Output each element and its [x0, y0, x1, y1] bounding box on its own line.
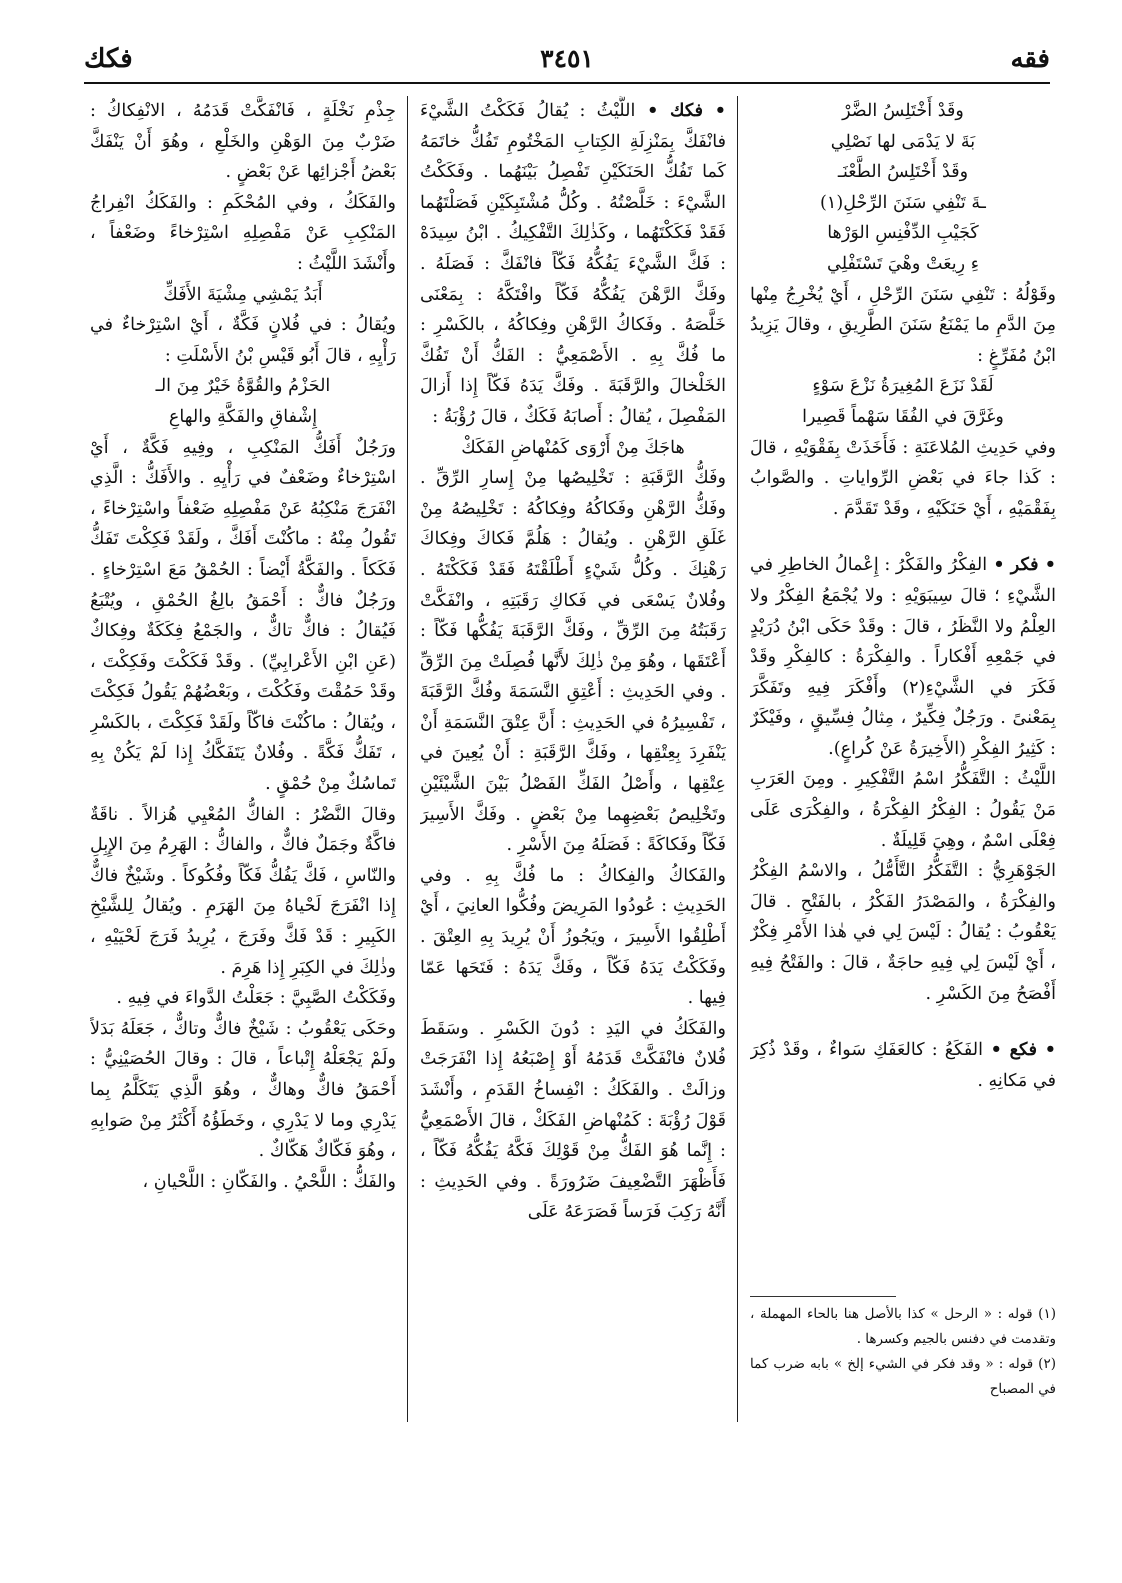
entry-gap [750, 1009, 1056, 1035]
verse-line [420, 433, 726, 464]
entry-headword: • فكك • [635, 100, 726, 121]
header-root-word: فقه [1010, 44, 1050, 74]
paragraph-text: اللَّيْثُ : يُقالُ فَكَكْتُ الشَّيْءَ فانْفَكَّ بِمَنْزِلَةِ الكِتابِ المَخْتُومِ تَفُكُّ خاتَمَهُ كَما تَفُكُّ الحَنَكَيْنِ تَفْصِلُ بَيْنَهُما . وفَكَكْتُ الشَّيْءَ : خَلَّصْتُهُ . وكُلُّ مُشْتَبِكَيْنِ فَصَلْتَهُما فَقَدْ فَكَكْتَهُما ، وكَذٰلِكَ التَّفْكِيكُ . ابْنُ سِيدَهْ : فَكَّ الشَّيْءَ يَفُكُّهُ فَكّاً فانْفَكَّ : فَصَلَهُ . وفَكَّ الرَّهْنَ يَفُكُّهُ فَكّاً وافْتَكَّهُ : بِمَعْنَى خَلَّصَهُ . وفَكاكُ الرَّهْنِ وفِكاكُهُ ، بالكَسْرِ : ما فُكَّ بِهِ . الأَصْمَعِيُّ : الفَكُّ أَنْ تَفُكَّ الخَلْخالَ والرَّقَبَةَ . وفَكَّ يَدَهُ فَكّاً إِذا أَزالَ المَفْصِلَ ، يُقالُ : أَصابَهُ فَكَكٌ ، قالَ رُؤْبَةُ : [420, 101, 726, 427]
paragraph-text: وفَكَكْتُ الصَّبِيَّ : جَعَلْتُ الدَّواءَ في فِيهِ . [116, 988, 396, 1009]
verse-line [750, 218, 1056, 249]
header-rule [84, 82, 1050, 84]
paragraph-text: وفَكُّ الرَّقَبَةِ : تَخْلِيصُها مِنْ إِسارِ الرِّقِّ . وفَكُّ الرَّهْنِ وفَكاكُهُ وفِكاكُهُ : تَخْلِيصُهُ مِنْ غَلَقِ الرَّهْنِ . ويُقالُ : هَلُمَّ فَكاكَ وفِكاكَ رَهْنِكَ . وكُلُّ شَيْءٍ أَطْلَقْتَهُ فَقَدْ فَكَكْتَهُ . وفُلانٌ يَسْعَى في فَكاكِ رَقَبَتِهِ ، وانْفَكَّتْ رَقَبَتُهُ مِنَ الرِّقِّ ، وفَكَّ الرَّقَبَةَ يَفُكُّها فَكّاً : أَعْتَقَها ، وهُوَ مِنْ ذٰلِكَ لأَنَّها فُصِلَتْ مِنَ الرِّقِّ . وفي الحَدِيثِ : أَعْتِقِ النَّسَمَةَ وفُكَّ الرَّقَبَةَ ، تَفْسِيرُهُ في الحَدِيثِ : أَنَّ عِتْقَ النَّسَمَةِ أَنْ يَنْفَرِدَ بِعِتْقِها ، وفَكَّ الرَّقَبَةِ : أَنْ يُعِينَ في عِتْقِها ، وأَصْلُ الفَكِّ الفَصْلُ بَيْنَ الشَّيْئَيْنِ وتَخْلِيصُ بَعْضِهِما مِنْ بَعْضٍ . وفَكَّ الأَسِيرَ فَكّاً وفَكاكَةً : فَصَلَهُ مِنَ الأَسْرِ . [420, 468, 726, 856]
paragraph-text: بَةَ لا يَدْمَى لها نَصْلِي [830, 131, 976, 152]
verse-line [90, 280, 396, 311]
paragraph-text: والفَكَكُ في اليَدِ : دُونَ الكَسْرِ . وسَقَطَ فُلانٌ فانْفَكَّتْ قَدَمُهُ أَوْ إِصْبَعُهُ إِذا انْفَرَجَتْ وزالَتْ . والفَكَكُ : انْفِساخُ القَدَمِ ، وأَنْشَدَ قَوْلَ رُؤْبَةَ : كَمُنْهاضِ الفَكَكْ ، قالَ الأَصْمَعِيُّ : إِنَّما هُوَ الفَكُّ مِنْ قَوْلِكَ فَكَّهُ يَفُكُّهُ فَكّاً ، فَأَظْهَرَ التَّضْعِيفَ ضَرُورَةً . وفي الحَدِيثِ : أَنَّهُ رَكِبَ فَرَساً فَصَرَعَهُ عَلَى [420, 1018, 726, 1223]
verse-line [90, 402, 396, 433]
paragraph [90, 310, 396, 371]
paragraph-text: والفَكُّ : اللَّحْيُ . والفَكّانِ : اللَّحْيانِ ، [142, 1171, 396, 1192]
paragraph [420, 463, 726, 861]
footnote-rule [750, 1296, 896, 1297]
paragraph-text: الفِكْرُ والفَكْرُ : إِعْمالُ الخاطِرِ في الشَّيْءِ ؛ قالَ سِيبَوَيْهِ : ولا يُجْمَعُ الفِكْرُ ولا العِلْمُ ولا النَّظَرُ ، قالَ : وقَدْ حَكَى ابْنُ دُرَيْدٍ في جَمْعِهِ أَفْكاراً . والفِكْرَةُ : كالفِكْرِ وقَدْ فَكَرَ في الشَّيْءِ(٢) وأَفْكَرَ فِيهِ وتَفَكَّرَ بِمَعْنىً . ورَجُلٌ فِكِّيرٌ ، مِثالُ فِسِّيقٍ ، وفَيْكَرٌ : كَثِيرُ الفِكْرِ (الأَخِيرَةُ عَنْ كُراعٍ). [750, 555, 1056, 759]
page-number: ٣٤٥١ [540, 44, 594, 73]
footnotes [750, 1302, 1056, 1402]
paragraph [90, 1167, 396, 1198]
verse-line [750, 371, 1056, 402]
paragraph-text: لَقَدْ نَزَعَ المُغِيرَةُ نَزْعَ سَوْءٍ [812, 376, 994, 397]
paragraph-text: ـةَ تَنْفِي سَنَنَ الرِّحْلِ(١) [820, 192, 986, 213]
paragraph [90, 800, 396, 984]
paragraph-text: الفَكَعُ : كالعَفَكِ سَواءٌ ، وقَدْ ذُكِرَ في مَكانِهِ . [750, 1040, 1056, 1091]
paragraph [90, 188, 396, 280]
paragraph-text: جِذْمِ نَخْلَةٍ ، فَانْفَكَّتْ قَدَمُهُ ، الانْفِكاكُ : ضَرْبٌ مِنَ الوَهْنِ والخَلْعِ ، وهُوَ أَنْ يَنْفَكَّ بَعْضُ أَجْزائِها عَنْ بَعْضٍ . [90, 101, 396, 183]
paragraph-text: اللَّيْثُ : التَّفَكُّرُ اسْمُ التَّفْكِيرِ . ومِنَ العَرَبِ مَنْ يَقُولُ : الفِكْرُ الفِكْرَةُ ، والفِكْرَى عَلَى فِعْلَى اسْمٌ ، وهِيَ قَلِيلَةٌ . [750, 769, 1056, 851]
paragraph-text: وقالَ النَّضْرُ : الفاكُّ المُعْيِي هُزالاً . ناقَةٌ فاكَّةٌ وجَمَلٌ فاكٌّ ، والفاكُّ : الهَرِمُ مِنَ الإِبِلِ والنّاسِ ، فَكَّ يَفُكُّ فَكّاً وفُكُوكاً . وشَيْخٌ فاكٌّ إِذا انْفَرَجَ لَحْياهُ مِنَ الهَرَمِ . ويُقالُ لِلشَّيْخِ الكَبِيرِ : قَدْ فَكَّ وفَرَجَ ، يُرِيدُ فَرَجَ لَحْيَيْهِ ، وذٰلِكَ في الكِبَرِ إِذا هَرِمَ . [90, 804, 396, 978]
paragraph [750, 550, 1056, 764]
footnote: (٢) قوله : « وقد فكر في الشيء إلخ » بابه ضرب كما في المصباح [750, 1356, 1056, 1397]
paragraph [750, 1035, 1056, 1096]
paragraph [750, 280, 1056, 372]
column-divider [737, 96, 738, 1422]
paragraph [90, 1014, 396, 1167]
verse-line [750, 402, 1056, 433]
paragraph-text: إِشْفاقِ والفَكَّةِ والهاعِ [168, 406, 318, 427]
paragraph-text: ويُقالُ : في فُلانٍ فَكَّةٌ ، أَيْ اسْتِرْخاءٌ في رَأْيِهِ ، قالَ أَبُو قَيْسِ بْنُ الأَسْلَتِ : [90, 315, 396, 366]
paragraph [90, 983, 396, 1014]
paragraph-text: وفي حَدِيثِ المُلاعَنَةِ : فَأَخَذَتْ بِفَقْوَيْهِ ، قالَ : كَذا جاءَ في بَعْضِ الرِّواياتِ . والصَّوابُ بِفَقْمَيْهِ ، أَيْ حَنَكَيْهِ ، وقَدْ تَقَدَّمَ . [750, 437, 1056, 519]
paragraph-text: ورَجُلٌ أَفَكُّ المَنْكِبِ ، وفِيهِ فَكَّةٌ ، أَيْ اسْتِرْخاءٌ وضَعْفٌ في رَأْيِهِ . والأَفَكُّ : الَّذِي انْفَرَجَ مَنْكِبُهُ عَنْ مَفْصِلِهِ ضَعْفاً واسْتِرْخاءً ، تَقُولُ مِنْهُ : ماكُنْتَ أَفَكَّ ، ولَقَدْ فَكِكْتَ تَفَكُّ فَكَكاً . والفَكَّةُ أَيْضاً : الحُمْقُ مَعَ اسْتِرْخاءٍ . ورَجُلٌ فاكٌّ : أَحْمَقُ بالِغُ الحُمْقِ ، ويُتْبَعُ فَيُقالُ : فاكٌّ تاكٌّ ، والجَمْعُ فِكَكَةٌ وفِكاكٌ (عَنِ ابْنِ الأَعْرابِيِّ) . وقَدْ فَكَكْتَ وفَكِكْتَ ، وقَدْ حَمُقْتَ وفَكُكْتَ ، وبَعْضُهُمْ يَقُولُ فَكِكْتَ ، ويُقالُ : ماكُنْتَ فاكّاً ولَقَدْ فَكِكْتَ ، بالكَسْرِ ، تَفَكُّ فَكَّةً . وفُلانٌ يَتَفَكَّكُ إِذا لَمْ يَكُنْ بِهِ تَماسُكٌ مِنْ حُمْقٍ . [90, 437, 396, 795]
paragraph-text: ءِ رِيعَتْ وهْيَ تَسْتَفْلِي [827, 253, 979, 274]
paragraph-text: أَبَدُ يَمْشِي مِشْيَةَ الأَفَكِّ [163, 284, 323, 305]
paragraph [90, 433, 396, 800]
column-middle [420, 96, 726, 1423]
column-right [750, 96, 1056, 1423]
column-divider [407, 96, 408, 1422]
paragraph-text: وقَدْ أَخْتَلِسُ الضَّرْ [842, 101, 964, 121]
paragraph [750, 856, 1056, 1009]
paragraph [420, 96, 726, 433]
verse-line [750, 127, 1056, 158]
footnote: (١) قوله : « الرحل » كذا بالأصل هنا بالحاء المهملة ، وتقدمت في دفنس بالجيم وكسرها . [750, 1306, 1056, 1347]
paragraph [90, 96, 396, 188]
paragraph-text: وحَكَى يَعْقُوبُ : شَيْخٌ فاكٌّ وتاكٌّ ، جَعَلَهُ بَدَلاً ولَمْ يَجْعَلْهُ إِتْباعاً ، قالَ : وقالَ الحُصَيْنِيُّ : أَحْمَقُ فاكٌّ وهاكٌّ ، وهُوَ الَّذِي يَتَكَلَّمُ بِما يَدْرِي وما لا يَدْرِي ، وخَطَؤُهُ أَكْثَرُ مِنْ صَوابِهِ ، وهُوَ فَكّاكٌ هَكّاكٌ . [90, 1018, 396, 1162]
paragraph [420, 861, 726, 1014]
verse-line [750, 96, 1056, 127]
paragraph [750, 433, 1056, 525]
paragraph-text: كَجَيْبِ الدِّفْنِسِ الوَرْها [827, 223, 979, 244]
paragraph-text: وغَرَّقَ في الفُقَا سَهْماً قَصِيرا [802, 406, 1004, 427]
paragraph-text: هاجَكَ مِنْ أَرْوَى كَمُنْهاضِ الفَكَكْ [461, 437, 685, 458]
paragraph-text: وقَوْلُهُ : تَنْفِي سَنَنَ الرِّحْلِ ، أَيْ يُخْرِجُ مِنْها مِنَ الدَّمِ ما يَمْنَعُ سَنَنَ الطَّرِيقِ ، وقالَ يَزِيدُ ابْنُ مُفَرِّغٍ : [750, 284, 1056, 366]
paragraph [750, 764, 1056, 856]
verse-line [750, 157, 1056, 188]
entry-gap [750, 524, 1056, 550]
paragraph-text: وقَدْ أَخْتَلِسُ الطَّعْنَـ [837, 162, 969, 183]
page-header [84, 38, 1050, 84]
entry-headword: • فكع • [983, 1039, 1056, 1061]
paragraph-text: الجَوْهَرِيُّ : التَّفَكُّرُ التَّأَمُّلُ ، والاسْمُ الفِكْرُ والفِكْرَةُ ، والمَصْدَرُ الفَكْرُ ، بالفَتْحِ . قالَ يَعْقُوبُ : يُقالُ : لَيْسَ لِي في هٰذا الأَمْرِ فِكْرٌ ، أَيْ لَيْسَ لِي فِيهِ حاجَةٌ ، قالَ : والفَتْحُ فِيهِ أَفْصَحُ مِنَ الكَسْرِ . [750, 861, 1056, 1004]
verse-line [750, 249, 1056, 280]
verse-line [90, 371, 396, 402]
paragraph-text: والفَكَكُ ، وفي المُحْكَمِ : والفَكَكُ انْفِراجُ المَنْكِبِ عَنْ مَفْصِلِهِ اسْتِرْخاءً وضَعْفاً ، وأَنْشَدَ اللَّيْثُ : [90, 192, 396, 274]
paragraph [420, 1014, 726, 1228]
paragraph-text: الحَزْمُ والقُوَّةُ خَيْرٌ مِنَ الـ [155, 376, 331, 397]
entry-headword: • فكر • [987, 554, 1056, 576]
paragraph-text: والفَكاكُ والفِكاكُ : ما فُكَّ بِهِ . وفي الحَدِيثِ : عُودُوا المَرِيضَ وفُكُّوا العانِيَ ، أَيْ أَطْلِقُوا الأَسِيرَ ، ويَجُوزُ أَنْ يُرِيدَ بِهِ العِتْقَ . وفَكَكْتُ يَدَهُ فَكّاً ، وفَكَّ يَدَهُ : فَتَحَها عَمّا فِيها . [420, 865, 726, 1009]
column-left [90, 96, 396, 1423]
verse-line [750, 188, 1056, 219]
header-last-word: فكك [84, 44, 133, 74]
